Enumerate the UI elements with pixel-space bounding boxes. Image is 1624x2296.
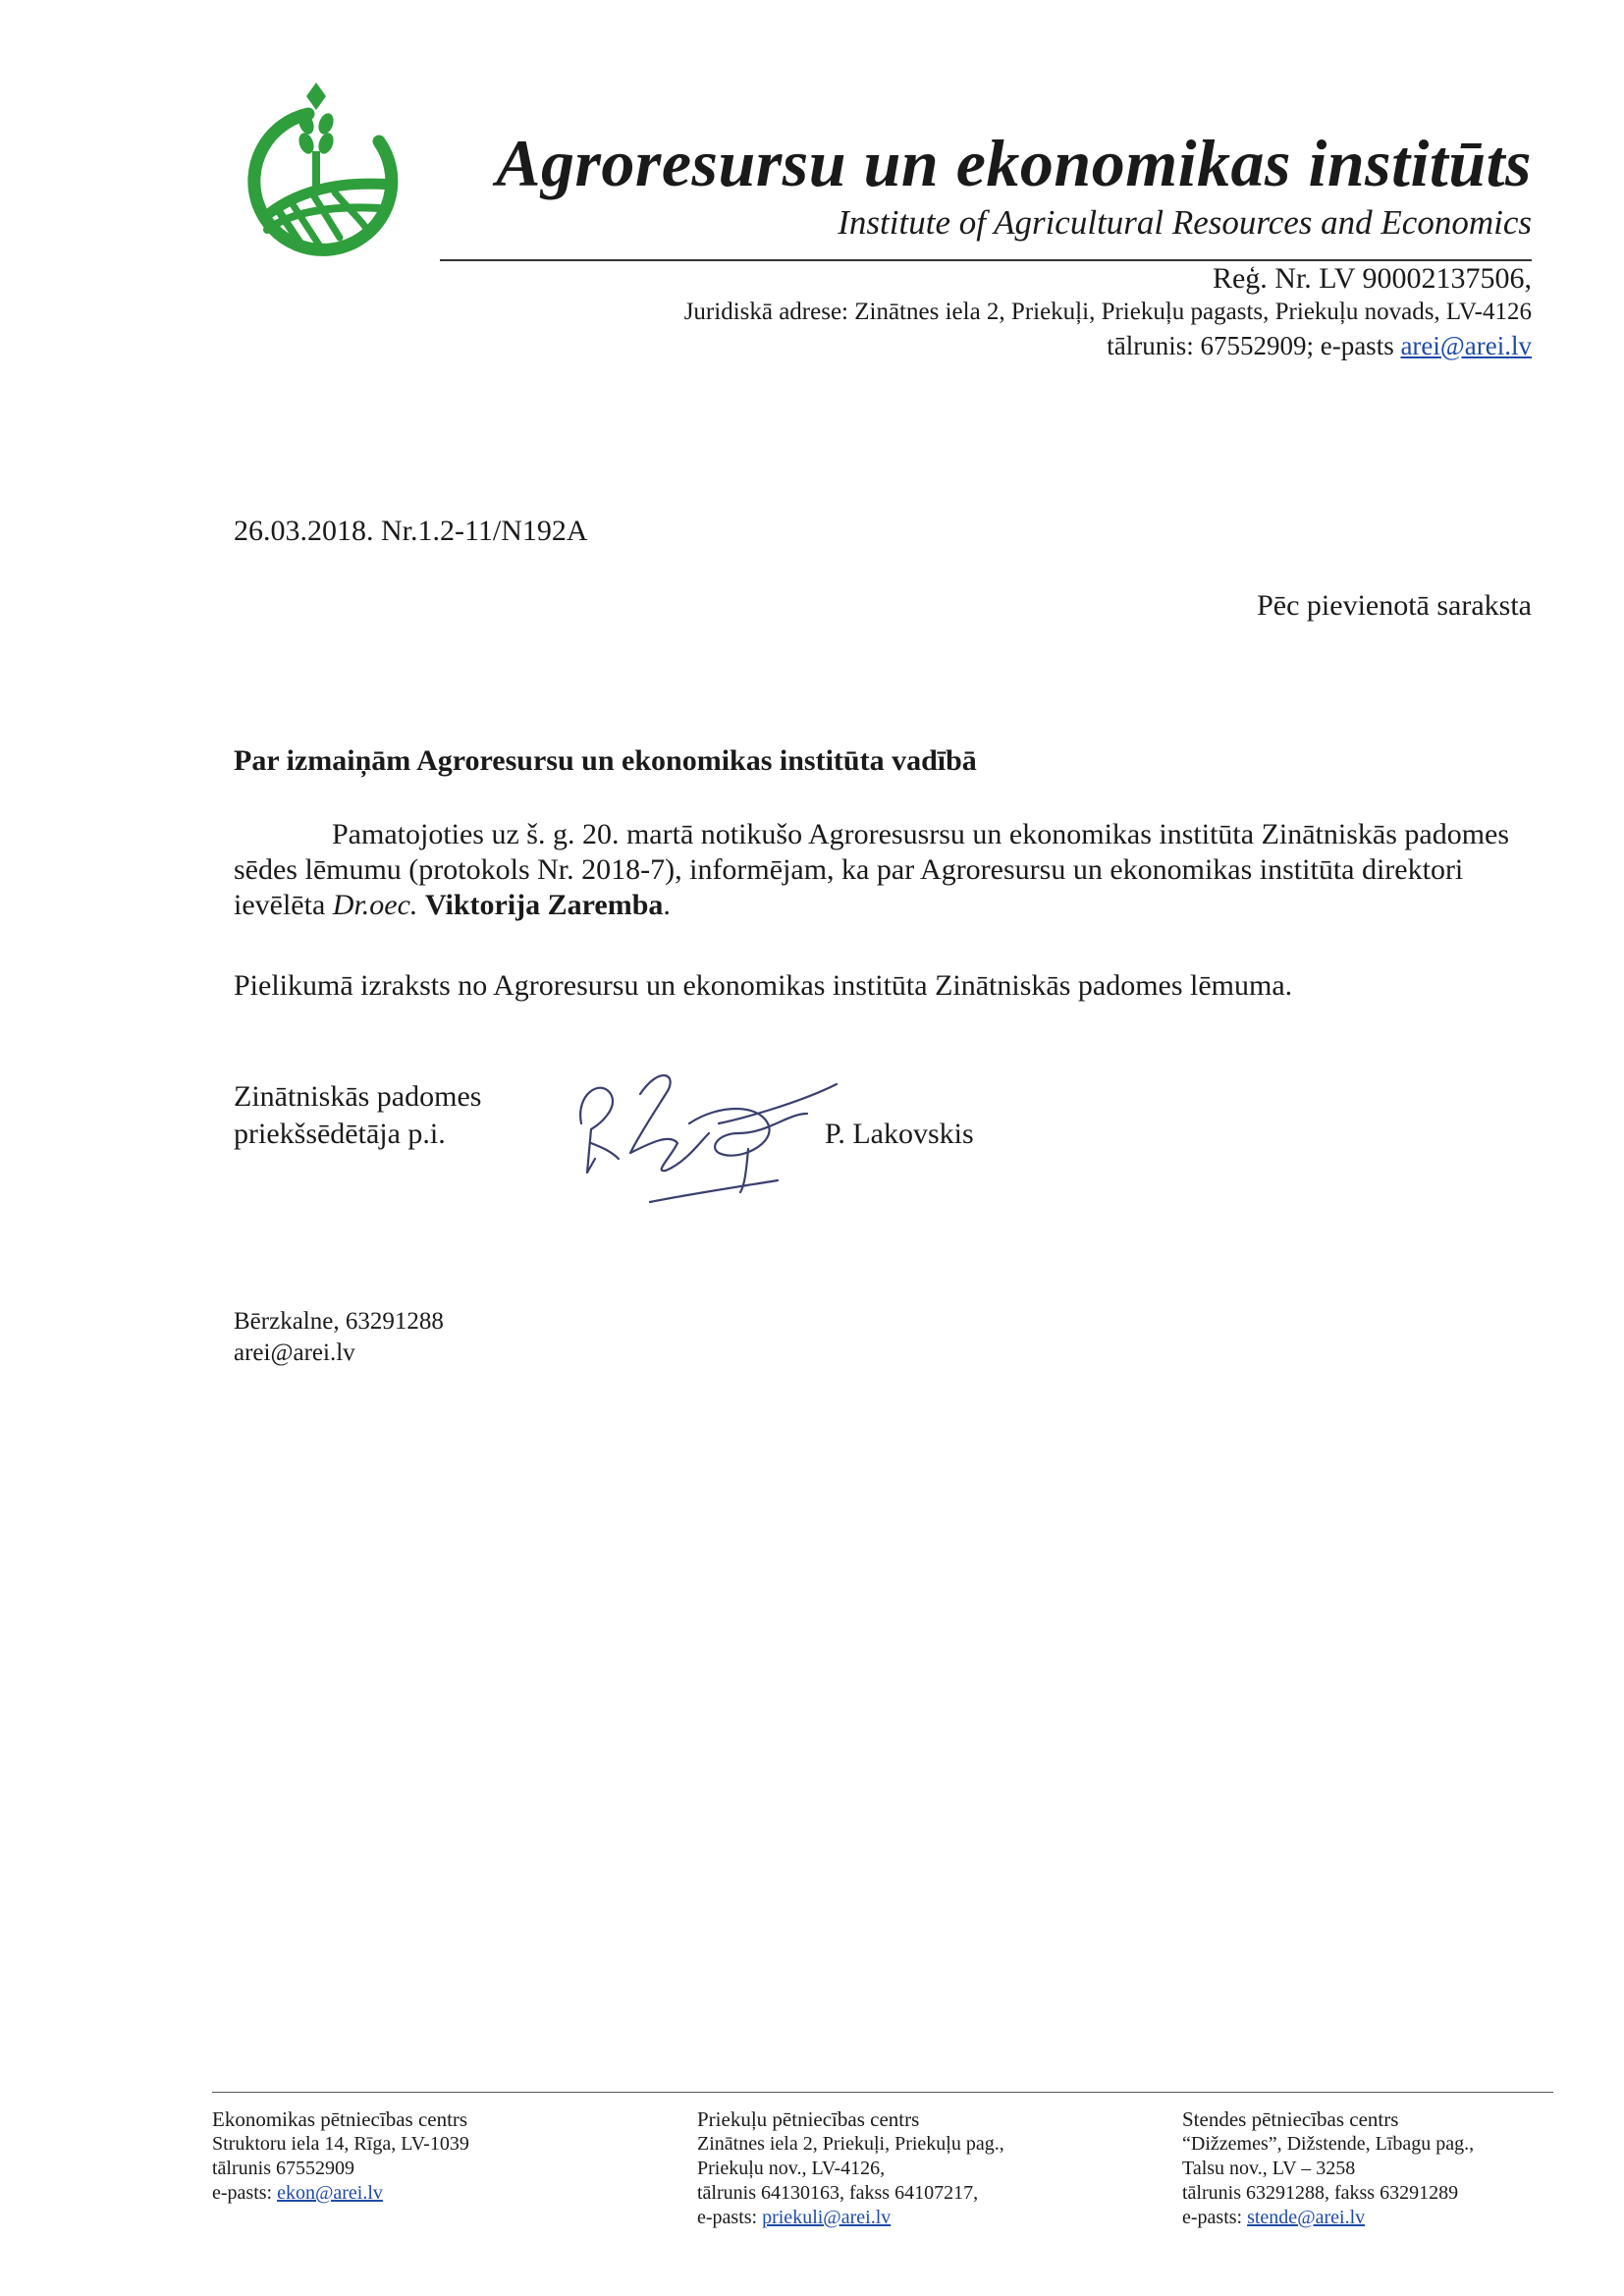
institute-name: Agroresursu un ekonomikas institūts xyxy=(496,126,1532,200)
footer-column-title: Priekuļu pētniecības centrs xyxy=(697,2107,920,2131)
header-contacts xyxy=(550,330,1532,363)
signer-name: P. Lakovskis xyxy=(825,1118,974,1150)
footer-line: Talsu nov., LV – 3258 xyxy=(1182,2158,1356,2179)
footer-email-link[interactable]: priekuli@arei.lv xyxy=(762,2207,892,2228)
footer-email-line xyxy=(1182,2206,1474,2230)
footer-line: tālrunis 64130163, fakss 64107217, xyxy=(697,2182,979,2204)
body-paragraph-2: Pielikumā izraksts no Agroresursu un ekonomikas institūta Zinātniskās padomes lēmuma. xyxy=(234,969,1293,1002)
institute-name-english: Institute of Agricultural Resources and Economics xyxy=(838,203,1532,242)
academic-degree: Dr.oec. xyxy=(332,889,418,921)
footer-email-prefix: e-pasts: xyxy=(212,2182,278,2204)
contact-phone: Bērzkalne, 63291288 xyxy=(234,1308,444,1335)
footer-column-priekuli xyxy=(697,2107,1004,2230)
body-paragraph-1 xyxy=(234,817,1540,923)
footer-line: Priekuļu nov., LV-4126, xyxy=(697,2158,886,2179)
footer-email-link[interactable]: ekon@arei.lv xyxy=(277,2182,383,2204)
footer-email-prefix: e-pasts: xyxy=(1182,2207,1248,2228)
recipient: Pēc pievienotā saraksta xyxy=(1257,589,1532,622)
footer-column-economics xyxy=(212,2107,469,2206)
handwritten-signature xyxy=(571,1065,856,1214)
contact-info xyxy=(234,1306,444,1369)
footer-line: Struktoru iela 14, Rīga, LV-1039 xyxy=(212,2133,469,2155)
header-phone: tālrunis: 67552909; e-pasts xyxy=(1107,331,1401,360)
registration-number: Reģ. Nr. LV 90002137506, xyxy=(1212,262,1532,295)
letter-subject: Par izmaiņām Agroresursu un ekonomikas institūta vadībā xyxy=(234,744,977,777)
footer-line: Zinātnes iela 2, Priekuļi, Priekuļu pag., xyxy=(697,2133,1004,2155)
signatory-role xyxy=(234,1078,481,1153)
footer-column-title: Stendes pētniecības centrs xyxy=(1182,2107,1399,2131)
director-name: Viktorija Zaremba xyxy=(424,889,664,921)
footer-email-link[interactable]: stende@arei.lv xyxy=(1247,2207,1366,2228)
footer-column-title: Ekonomikas pētniecības centrs xyxy=(212,2107,468,2131)
footer-email-line xyxy=(212,2181,469,2206)
paragraph-1-end: . xyxy=(663,889,671,921)
document-number: 26.03.2018. Nr.1.2-11/N192A xyxy=(234,515,588,547)
footer-line: tālrunis 67552909 xyxy=(212,2158,354,2179)
signatory-role-line-1: Zinātniskās padomes xyxy=(234,1080,482,1113)
header-email-link[interactable]: arei@arei.lv xyxy=(1400,331,1532,360)
signatory-role-line-2: priekšsēdētāja p.i. xyxy=(234,1118,446,1150)
paragraph-1-text: Pamatojoties uz š. g. 20. martā notikušo Agroresusrsu un ekonomikas institūta Zinātniskās padomes sēdes lēmumu (protokols Nr. 2018-7), informējam, ka par Agroresursu un ekonomikas institūta direktori ievēlēta xyxy=(234,818,1510,921)
footer-column-stende xyxy=(1182,2107,1474,2230)
footer-line: tālrunis 63291288, fakss 63291289 xyxy=(1182,2182,1459,2204)
contact-email: arei@arei.lv xyxy=(234,1339,355,1366)
footer-email-line xyxy=(697,2206,1004,2230)
legal-address: Juridiskā adrese: Zinātnes iela 2, Priekuļi, Priekuļu pagasts, Priekuļu novads, LV-4126 xyxy=(683,299,1532,325)
footer-divider xyxy=(212,2092,1553,2093)
footer-line: “Dižzemes”, Dižstende, Lībagu pag., xyxy=(1182,2133,1475,2155)
footer-email-prefix: e-pasts: xyxy=(697,2207,763,2228)
